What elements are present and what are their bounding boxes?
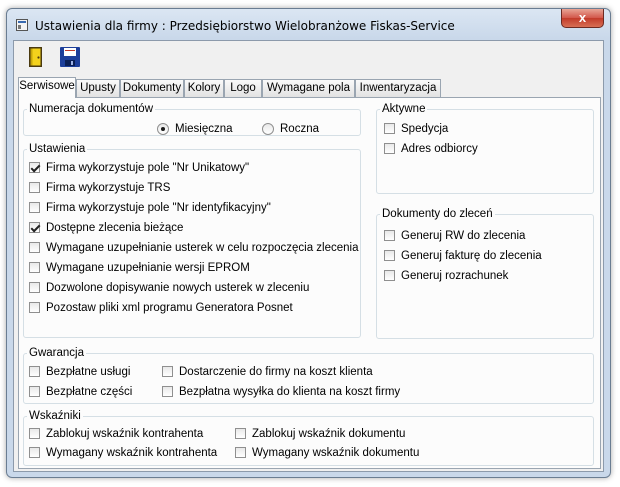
checkbox-box[interactable] — [384, 143, 395, 154]
checkbox-uzupelnianie-usterek[interactable] — [29, 241, 359, 255]
checkbox-box[interactable] — [29, 262, 40, 273]
tab-wymagane-pola[interactable]: Wymagane pola — [262, 79, 355, 97]
radio-roczna[interactable] — [262, 122, 342, 136]
checkbox-label: Generuj rozrachunek — [401, 270, 509, 282]
checkbox-adres-odbiorcy[interactable] — [384, 142, 534, 156]
checkbox-box[interactable] — [162, 366, 173, 377]
wskazniki-group — [23, 411, 594, 466]
checkbox-label: Wymagany wskaźnik dokumentu — [252, 447, 420, 459]
checkbox-trs[interactable] — [29, 181, 349, 195]
checkbox-box[interactable] — [29, 302, 40, 313]
tab-dokumenty[interactable]: Dokumenty — [120, 79, 184, 97]
toolbar — [14, 41, 603, 71]
checkbox-label: Adres odbiorcy — [401, 143, 478, 155]
checkbox-label: Bezpłatne części — [46, 386, 133, 398]
close-button[interactable]: x — [561, 9, 604, 28]
checkbox-box[interactable] — [384, 230, 395, 241]
checkbox-nr-identyfikacyjny[interactable] — [29, 201, 349, 215]
app-icon — [16, 19, 28, 31]
checkbox-label: Bezpłatna wysyłka do klienta na koszt firmy — [179, 386, 401, 398]
checkbox-label: Generuj fakturę do zlecenia — [401, 250, 542, 262]
checkbox-box[interactable] — [29, 447, 40, 458]
checkbox-box[interactable] — [235, 428, 246, 439]
checkbox-generuj-rw[interactable] — [384, 229, 584, 243]
checkbox-box[interactable] — [29, 282, 40, 293]
checkbox-label: Firma wykorzystuje TRS — [46, 182, 171, 194]
checkbox-label: Firma wykorzystuje pole "Nr Unikatowy" — [46, 162, 250, 174]
tab-kolory[interactable]: Kolory — [184, 79, 224, 97]
radio-circle[interactable] — [157, 123, 169, 135]
tab-upusty[interactable]: Upusty — [76, 79, 120, 97]
dokumenty-zlecen-group — [376, 209, 594, 339]
gwarancja-group — [23, 348, 594, 404]
ustawienia-group — [23, 144, 361, 338]
checkbox-wymagany-wskaznik-kontrahenta[interactable] — [29, 446, 229, 460]
checkbox-box[interactable] — [384, 250, 395, 261]
checkbox-box[interactable] — [29, 202, 40, 213]
checkbox-box[interactable] — [162, 386, 173, 397]
dokumenty-zlecen-legend: Dokumenty do zleceń — [382, 208, 493, 220]
checkbox-box[interactable] — [29, 182, 40, 193]
tab-serwisowe[interactable]: Serwisowe — [18, 77, 76, 98]
aktywne-group — [376, 104, 594, 194]
door-exit-icon[interactable] — [24, 45, 48, 69]
radio-miesieczna[interactable] — [157, 122, 257, 136]
client-area — [13, 40, 604, 472]
tab-panel-serwisowe — [18, 97, 601, 469]
ustawienia-legend: Ustawienia — [29, 143, 86, 155]
checkbox-zlecenia-biezace[interactable] — [29, 221, 349, 235]
checkbox-label: Generuj RW do zlecenia — [401, 230, 526, 242]
checkbox-label: Wymagane uzupełnianie usterek w celu rozpoczęcia zlecenia — [46, 242, 359, 254]
radio-label: Miesięczna — [175, 123, 233, 135]
checkbox-bezplatne-uslugi[interactable] — [29, 365, 149, 379]
floppy-save-icon[interactable] — [58, 45, 82, 69]
checkbox-label: Wymagane uzupełnianie wersji EPROM — [46, 262, 250, 274]
checkbox-box[interactable] — [384, 270, 395, 281]
checkbox-label: Zablokuj wskaźnik dokumentu — [252, 428, 406, 440]
checkbox-nr-unikatowy[interactable] — [29, 161, 349, 175]
checkbox-generuj-fakture[interactable] — [384, 249, 584, 263]
checkbox-dopisywanie-usterek[interactable] — [29, 281, 349, 295]
checkbox-box[interactable] — [29, 242, 40, 253]
checkbox-label: Spedycja — [401, 123, 449, 135]
checkbox-wersja-eprom[interactable] — [29, 261, 349, 275]
window-title: Ustawienia dla firmy : Przedsiębiorstwo Wielobranżowe Fiskas-Service — [35, 19, 455, 33]
checkbox-generuj-rozrachunek[interactable] — [384, 269, 584, 283]
radio-label: Roczna — [280, 123, 319, 135]
checkbox-label: Dostarczenie do firmy na koszt klienta — [179, 366, 373, 378]
checkbox-zablokuj-wskaznik-kontrahenta[interactable] — [29, 427, 229, 441]
tab-logo[interactable]: Logo — [224, 79, 262, 97]
checkbox-label: Bezpłatne usługi — [46, 366, 131, 378]
checkbox-box[interactable] — [29, 222, 40, 233]
checkbox-zablokuj-wskaznik-dokumentu[interactable] — [235, 427, 435, 441]
checkbox-pliki-xml-posnet[interactable] — [29, 301, 349, 315]
checkbox-box[interactable] — [29, 386, 40, 397]
numeracja-legend: Numeracja dokumentów — [29, 103, 154, 115]
numeracja-group — [23, 104, 361, 136]
checkbox-wysylka-koszt-firmy[interactable] — [162, 385, 422, 399]
title-bar[interactable] — [7, 9, 610, 41]
gwarancja-legend: Gwarancja — [29, 347, 84, 359]
checkbox-box[interactable] — [235, 447, 246, 458]
checkbox-label: Pozostaw pliki xml programu Generatora Posnet — [46, 302, 293, 314]
checkbox-label: Dozwolone dopisywanie nowych usterek w zleceniu — [46, 282, 310, 294]
radio-circle[interactable] — [262, 123, 274, 135]
checkbox-label: Dostępne zlecenia bieżące — [46, 222, 184, 234]
checkbox-wymagany-wskaznik-dokumentu[interactable] — [235, 446, 435, 460]
checkbox-box[interactable] — [384, 123, 395, 134]
checkbox-bezplatne-czesci[interactable] — [29, 385, 149, 399]
settings-window — [6, 8, 611, 478]
checkbox-box[interactable] — [29, 428, 40, 439]
checkbox-label: Wymagany wskaźnik kontrahenta — [46, 447, 218, 459]
checkbox-spedycja[interactable] — [384, 122, 534, 136]
checkbox-box[interactable] — [29, 366, 40, 377]
checkbox-label: Firma wykorzystuje pole "Nr identyfikacyjny" — [46, 202, 271, 214]
checkbox-box[interactable] — [29, 162, 40, 173]
aktywne-legend: Aktywne — [382, 103, 426, 115]
checkbox-label: Zablokuj wskaźnik kontrahenta — [46, 428, 204, 440]
tab-inwentaryzacja[interactable]: Inwentaryzacja — [355, 79, 441, 97]
checkbox-dostarczenie-koszt-klienta[interactable] — [162, 365, 402, 379]
wskazniki-legend: Wskaźniki — [29, 410, 81, 422]
